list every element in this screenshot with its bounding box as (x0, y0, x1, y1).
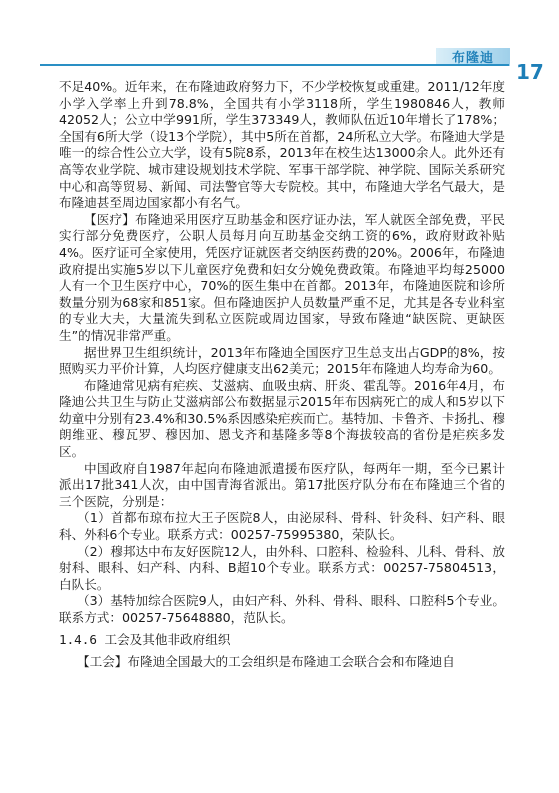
page-body (59, 79, 505, 670)
subsection-heading: 1.4.6 工会及其他非政府组织 (59, 631, 231, 647)
header-rule (40, 64, 509, 66)
paragraph-who-stats: 据世界卫生组织统计，2013年布隆迪全国医疗卫生总支出占GDP的8%，按照购买力平价计算，人均医疗健康支出62美元；2015年布隆迪人均寿命为60。 (59, 344, 505, 377)
paragraph-trade-unions: 【工会】布隆迪全国最大的工会组织是布隆迪工会联合会和布隆迪自 (77, 653, 455, 669)
paragraph-education: 不足40%。近年来，在布隆迪政府努力下，不少学校恢复或重建。2011/12年度小学入学率上升到78.8%，全国共有小学3118所，学生1980846人，教师42052人；公立中学991所，学生373349人，教师队伍近10年增长了178%；全国有6所大学（设13个学院），其中5所在首都，24所私立大学。布隆迪大学是唯一的综合性公立大学，设有5院8系，2013年在校生达13000余人。此外还有高等农业学院、城市建设规划技术学院、军事干部学院、神学院、国际关系研究中心和高等贸易、新闻、司法警官等大专院校。其中，布隆迪大学名气最大，是布隆迪甚至周边国家都小有名气。 (59, 79, 505, 211)
paragraph-medical: 【医疗】布隆迪采用医疗互助基金和医疗证办法，军人就医全部免费，平民实行部分免费医疗，公职人员每月向互助基金交纳工资的6%，政府财政补贴4%。医疗证可全家使用，凭医疗证就医者交纳医药费的20%。2006年，布隆迪政府提出实施5岁以下儿童医疗免费和妇女分娩免费政策。布隆迪平均每25000人有一个卫生医疗中心，70%的医生集中在首都。2013年，布隆迪医院和诊所数量分别为68家和851家。但布隆迪医护人员数量严重不足，尤其是各专业科室的专业大夫，大量流失到私立医院或周边国家，导致布隆迪“缺医院、更缺医生”的情况非常严重。 (59, 211, 505, 343)
list-item-hospital-2: （2）穆邦达中布友好医院12人，由外科、口腔科、检验科、儿科、骨科、放射科、眼科、妇产科、内科、B超10个专业。联系方式：00257-75804513，白队长。 (59, 543, 505, 592)
section-title: 布隆迪 (452, 51, 495, 66)
list-item-hospital-1: （1）首都布琼布拉大王子医院8人，由泌尿科、骨科、针灸科、妇产科、眼科、外科6个专业。联系方式：00257-75995380，荣队长。 (59, 510, 505, 543)
list-item-hospital-3: （3）基特加综合医院9人，由妇产科、外科、骨科、眼科、口腔科5个专业。联系方式：00257-75648880，范队长。 (59, 593, 505, 625)
page-header (0, 0, 559, 85)
paragraph-diseases: 布隆迪常见病有疟疾、艾滋病、血吸虫病、肝炎、霍乱等。2016年4月，布隆迪公共卫生与防止艾滋病部公布数据显示2015年布因病死亡的成人和5岁以下幼童中分别有23.4%和30.5%系因感染疟疾而亡。基特加、卡鲁齐、卡扬扎、穆朗维亚、穆瓦罗、穆因加、恩戈齐和基隆多等8个海拔较高的省份是疟疾多发区。 (59, 377, 505, 460)
page-number: 17 (516, 60, 544, 84)
paragraph-chinese-medical-team: 中国政府自1987年起向布隆迪派遣援布医疗队，每两年一期，至今已累计派出17批341人次，由中国青海省派出。第17批医疗队分布在布隆迪三个省的三个医院，分别是： (59, 460, 505, 509)
